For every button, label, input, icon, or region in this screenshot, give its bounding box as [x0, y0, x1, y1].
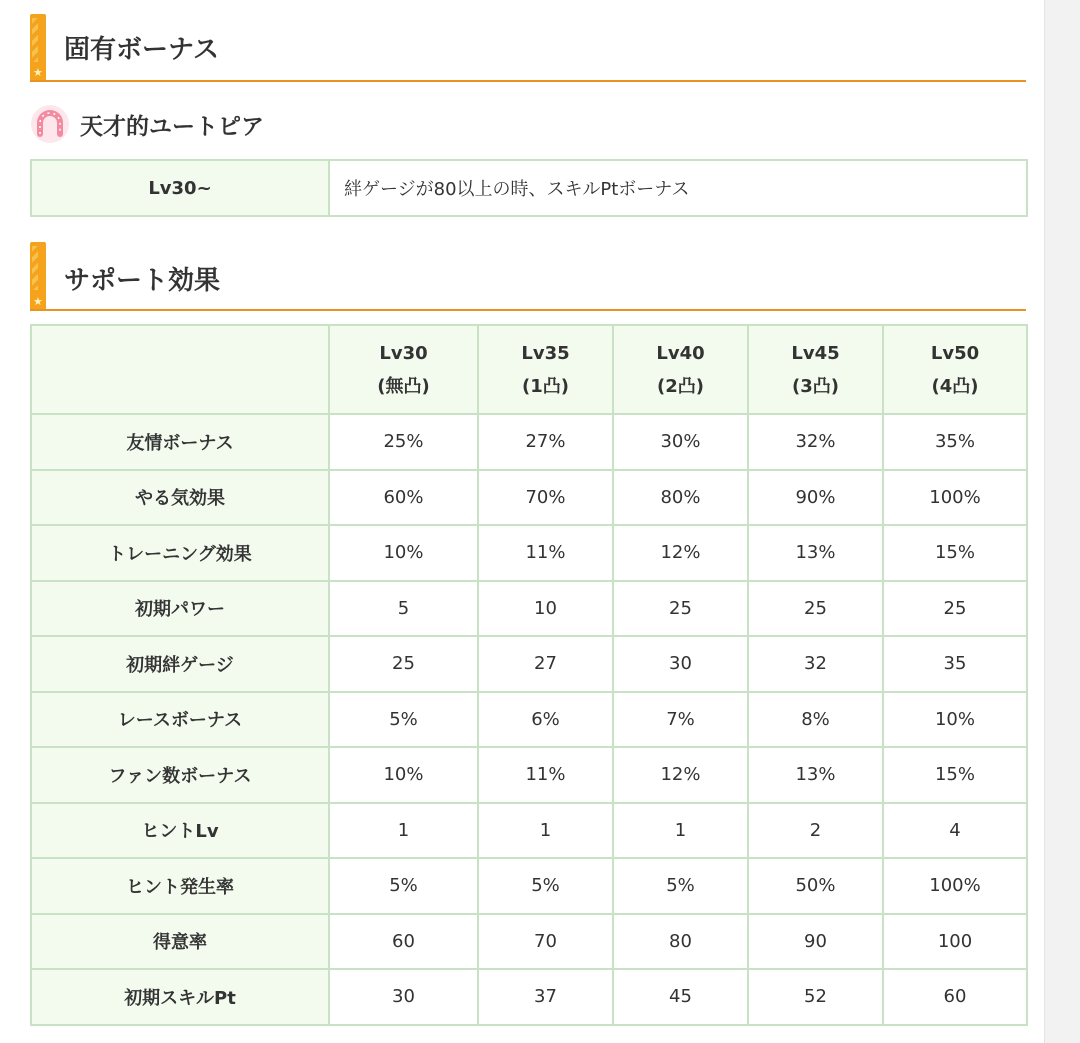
row-label: ヒントLv — [31, 803, 329, 859]
table-cell: 35 — [883, 636, 1027, 692]
row-label: 初期パワー — [31, 581, 329, 637]
table-cell: 2 — [748, 803, 883, 859]
table-row — [31, 470, 1027, 526]
row-label: 初期絆ゲージ — [31, 636, 329, 692]
table-cell: 25% — [329, 414, 478, 470]
column-header-lv35: Lv35 (1凸) — [478, 325, 613, 414]
table-row — [31, 160, 1027, 216]
row-label: レースボーナス — [31, 692, 329, 748]
row-label: ファン数ボーナス — [31, 747, 329, 803]
table-cell: 32% — [748, 414, 883, 470]
unique-skill-row — [30, 100, 630, 150]
table-row — [31, 747, 1027, 803]
table-cell: 30% — [613, 414, 748, 470]
unique-bonus-level: Lv30~ — [31, 160, 329, 216]
table-cell: 70 — [478, 914, 613, 970]
table-cell: 11% — [478, 747, 613, 803]
table-cell: 25 — [748, 581, 883, 637]
table-cell: 1 — [613, 803, 748, 859]
table-cell: 30 — [613, 636, 748, 692]
table-cell: 30 — [329, 969, 478, 1025]
table-cell: 5% — [329, 692, 478, 748]
column-header-lv50: Lv50 (4凸) — [883, 325, 1027, 414]
table-row — [31, 914, 1027, 970]
star-icon: ★ — [33, 66, 43, 79]
table-cell: 4 — [883, 803, 1027, 859]
heading-accent-bar — [30, 242, 46, 309]
table-header-row — [31, 325, 1027, 414]
table-cell: 80 — [613, 914, 748, 970]
unique-bonus-title: 固有ボーナス — [64, 35, 219, 65]
table-cell: 27 — [478, 636, 613, 692]
table-cell: 27% — [478, 414, 613, 470]
column-header-lv30: Lv30 (無凸) — [329, 325, 478, 414]
table-cell: 15% — [883, 525, 1027, 581]
table-cell: 15% — [883, 747, 1027, 803]
unique-bonus-description: 絆ゲージが80以上の時、スキルPtボーナス — [329, 160, 1027, 216]
table-cell: 5% — [478, 858, 613, 914]
table-cell: 13% — [748, 747, 883, 803]
table-cell: 5 — [329, 581, 478, 637]
table-cell: 60% — [329, 470, 478, 526]
unique-bonus-heading — [30, 14, 1026, 82]
column-header-lv45: Lv45 (3凸) — [748, 325, 883, 414]
table-cell: 35% — [883, 414, 1027, 470]
table-cell: 45 — [613, 969, 748, 1025]
table-cell: 52 — [748, 969, 883, 1025]
table-row — [31, 525, 1027, 581]
table-cell: 25 — [613, 581, 748, 637]
unique-bonus-table — [30, 159, 1028, 217]
table-row — [31, 858, 1027, 914]
table-cell: 25 — [329, 636, 478, 692]
table-cell: 32 — [748, 636, 883, 692]
page-scrollbar[interactable] — [1044, 0, 1080, 1043]
table-cell: 12% — [613, 747, 748, 803]
table-cell: 13% — [748, 525, 883, 581]
row-label: ヒント発生率 — [31, 858, 329, 914]
table-cell: 60 — [883, 969, 1027, 1025]
table-cell: 25 — [883, 581, 1027, 637]
table-cell: 100 — [883, 914, 1027, 970]
table-cell: 10% — [329, 525, 478, 581]
table-row — [31, 969, 1027, 1025]
row-label: 友情ボーナス — [31, 414, 329, 470]
table-row — [31, 692, 1027, 748]
table-cell: 37 — [478, 969, 613, 1025]
table-cell: 11% — [478, 525, 613, 581]
table-cell: 80% — [613, 470, 748, 526]
table-cell: 90% — [748, 470, 883, 526]
table-row — [31, 581, 1027, 637]
table-cell: 100% — [883, 858, 1027, 914]
table-cell: 5% — [329, 858, 478, 914]
star-icon: ★ — [33, 295, 43, 308]
table-cell: 100% — [883, 470, 1027, 526]
table-cell: 10% — [329, 747, 478, 803]
support-effects-heading — [30, 242, 1026, 311]
support-effects-title: サポート効果 — [64, 266, 221, 296]
table-cell: 7% — [613, 692, 748, 748]
column-header-lv40: Lv40 (2凸) — [613, 325, 748, 414]
table-cell: 60 — [329, 914, 478, 970]
table-row — [31, 414, 1027, 470]
row-label: 得意率 — [31, 914, 329, 970]
table-cell: 1 — [478, 803, 613, 859]
row-label: トレーニング効果 — [31, 525, 329, 581]
table-cell: 5% — [613, 858, 748, 914]
table-corner-cell — [31, 325, 329, 414]
row-label: 初期スキルPt — [31, 969, 329, 1025]
row-label: やる気効果 — [31, 470, 329, 526]
support-effects-table — [30, 324, 1028, 1026]
table-cell: 70% — [478, 470, 613, 526]
table-cell: 6% — [478, 692, 613, 748]
table-cell: 50% — [748, 858, 883, 914]
table-cell: 10 — [478, 581, 613, 637]
table-cell: 90 — [748, 914, 883, 970]
heading-accent-bar — [30, 14, 46, 80]
table-cell: 10% — [883, 692, 1027, 748]
table-row — [31, 636, 1027, 692]
table-cell: 12% — [613, 525, 748, 581]
table-cell: 8% — [748, 692, 883, 748]
table-cell: 1 — [329, 803, 478, 859]
pink-horseshoe-icon — [30, 104, 70, 144]
table-row — [31, 803, 1027, 859]
unique-skill-name: 天才的ユートピア — [80, 114, 264, 140]
